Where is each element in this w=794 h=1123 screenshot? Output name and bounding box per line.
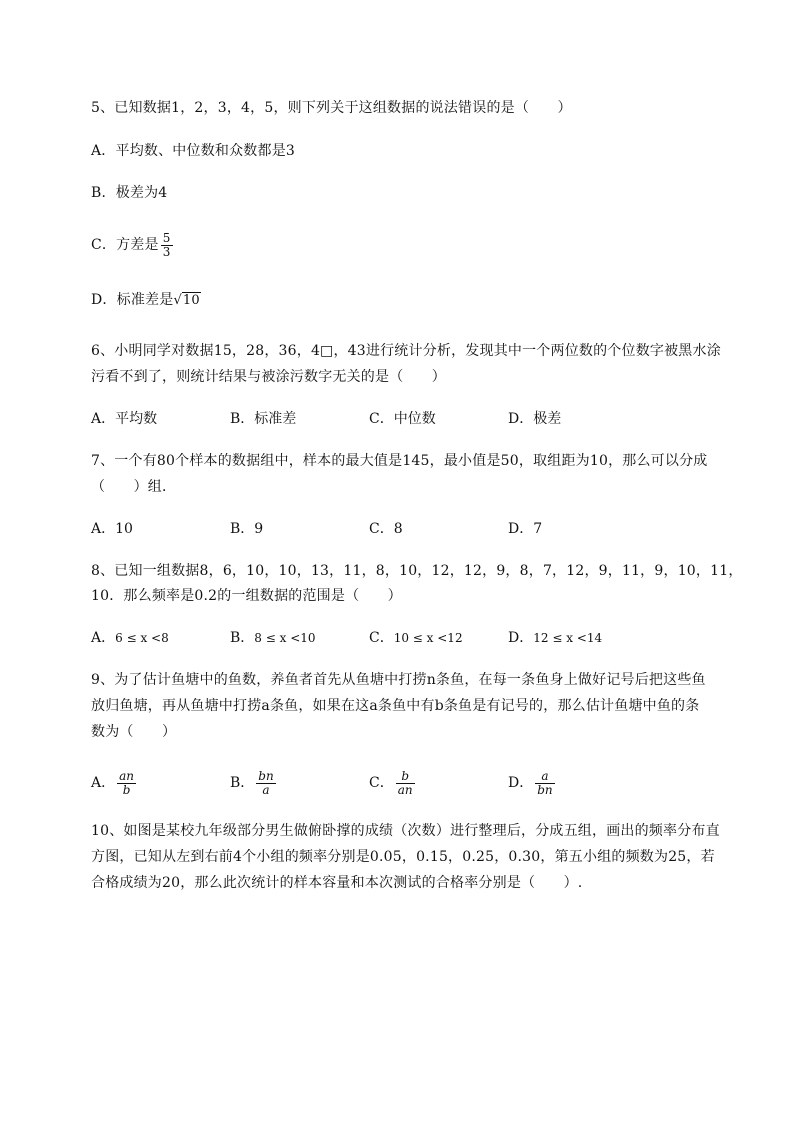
option-label: D． bbox=[508, 630, 534, 646]
fraction bbox=[535, 770, 554, 797]
fraction bbox=[396, 770, 415, 797]
inequality: 12 ≤ x <14 bbox=[533, 631, 603, 645]
q6-option-a: A．平均数 bbox=[91, 411, 158, 427]
q7-option-d: D．7 bbox=[508, 521, 543, 537]
inequality: 10 ≤ x <12 bbox=[393, 631, 463, 645]
q5-option-c-label: C．方差是 bbox=[91, 237, 159, 253]
q7-option-a: A．10 bbox=[91, 521, 133, 537]
q8-option-b bbox=[230, 628, 316, 648]
q6-option-b: B．标准差 bbox=[230, 411, 297, 427]
q7-option-c: C．8 bbox=[369, 521, 403, 537]
q5-option-d bbox=[91, 290, 201, 311]
q8-stem-line2: 10．那么频率是0.2的一组数据的范围是（ ） bbox=[91, 588, 402, 604]
q9-option-b bbox=[230, 768, 276, 798]
inequality: 6 ≤ x <8 bbox=[115, 631, 169, 645]
q8-option-c bbox=[369, 628, 463, 648]
q5-stem: 5、已知数据1，2，3，4，5，则下列关于这组数据的说法错误的是（ ） bbox=[91, 100, 572, 116]
fraction-denominator: an bbox=[397, 782, 413, 797]
option-label: B． bbox=[230, 630, 255, 646]
q7-stem-line1: 7、一个有80个样本的数据组中，样本的最大值是145，最小值是50，取组距为10，那么可以分成 bbox=[91, 453, 708, 469]
q6-option-c: C．中位数 bbox=[369, 411, 436, 427]
q10-stem-line3: 合格成绩为20，那么此次统计的样本容量和本次测试的合格率分别是（ ）. bbox=[91, 875, 583, 891]
q6-option-d: D．极差 bbox=[508, 411, 562, 427]
fraction-numerator: bn bbox=[258, 768, 274, 783]
q8-stem-line1: 8、已知一组数据8，6，10，10，13，11，8，10，12，12，9，8，7，12，9，11，9，10，11， bbox=[91, 563, 743, 579]
fraction-denominator: bn bbox=[537, 782, 553, 797]
q8-option-d bbox=[508, 628, 602, 648]
q5-option-c-fraction bbox=[161, 232, 173, 259]
q9-option-d bbox=[508, 768, 555, 798]
q5-option-b: B．极差为4 bbox=[91, 185, 168, 201]
fraction-numerator: 5 bbox=[162, 230, 171, 245]
sqrt-radicand: 10 bbox=[182, 293, 200, 308]
q6-stem-line2: 污看不到了，则统计结果与被涂污数字无关的是（ ） bbox=[91, 369, 446, 385]
q10-stem-line2: 方图，已知从左到右前4个小组的频率分别是0.05，0.15，0.25，0.30，第五小组的频数为25，若 bbox=[91, 849, 715, 865]
q7-stem-line2: （ ）组． bbox=[91, 479, 177, 495]
q7-option-b: B．9 bbox=[230, 521, 264, 537]
fraction bbox=[256, 770, 275, 797]
fraction-numerator: an bbox=[119, 768, 135, 783]
option-label: B． bbox=[230, 775, 255, 791]
q9-option-a bbox=[91, 768, 136, 798]
option-label: A． bbox=[91, 775, 116, 791]
q9-option-c bbox=[369, 768, 415, 798]
q5-option-a: A．平均数、中位数和众数都是3 bbox=[91, 143, 296, 159]
fraction-numerator: b bbox=[396, 770, 415, 784]
option-label: C． bbox=[369, 630, 394, 646]
q9-stem-line2: 放归鱼塘，再从鱼塘中打捞a条鱼，如果在这a条鱼中有b条鱼是有记号的，那么估计鱼塘中鱼的条 bbox=[91, 698, 700, 714]
fraction bbox=[117, 770, 136, 797]
option-label: A． bbox=[91, 630, 116, 646]
fraction-denominator: 3 bbox=[162, 244, 171, 259]
q5-option-d-label: D．标准差是 bbox=[91, 292, 174, 308]
q9-stem-line1: 9、为了估计鱼塘中的鱼数，养鱼者首先从鱼塘中打捞n条鱼，在每一条鱼身上做好记号后把这些鱼 bbox=[91, 672, 706, 688]
sqrt-sign: √10 bbox=[173, 293, 200, 308]
q6-stem-line1: 6、小明同学对数据15，28，36，4□，43进行统计分析，发现其中一个两位数的个位数字被黑水涂 bbox=[91, 343, 721, 359]
q9-stem-line3: 数为（ ） bbox=[91, 724, 177, 740]
q8-option-a bbox=[91, 628, 169, 648]
inequality: 8 ≤ x <10 bbox=[254, 631, 316, 645]
fraction-denominator: a bbox=[262, 782, 270, 797]
option-label: D． bbox=[508, 775, 534, 791]
fraction-numerator: a bbox=[535, 770, 554, 784]
q5-option-c bbox=[91, 230, 173, 260]
option-label: C． bbox=[369, 775, 394, 791]
fraction-denominator: b bbox=[122, 782, 131, 797]
q10-stem-line1: 10、如图是某校九年级部分男生做俯卧撑的成绩（次数）进行整理后，分成五组，画出的频率分布直 bbox=[91, 823, 720, 839]
